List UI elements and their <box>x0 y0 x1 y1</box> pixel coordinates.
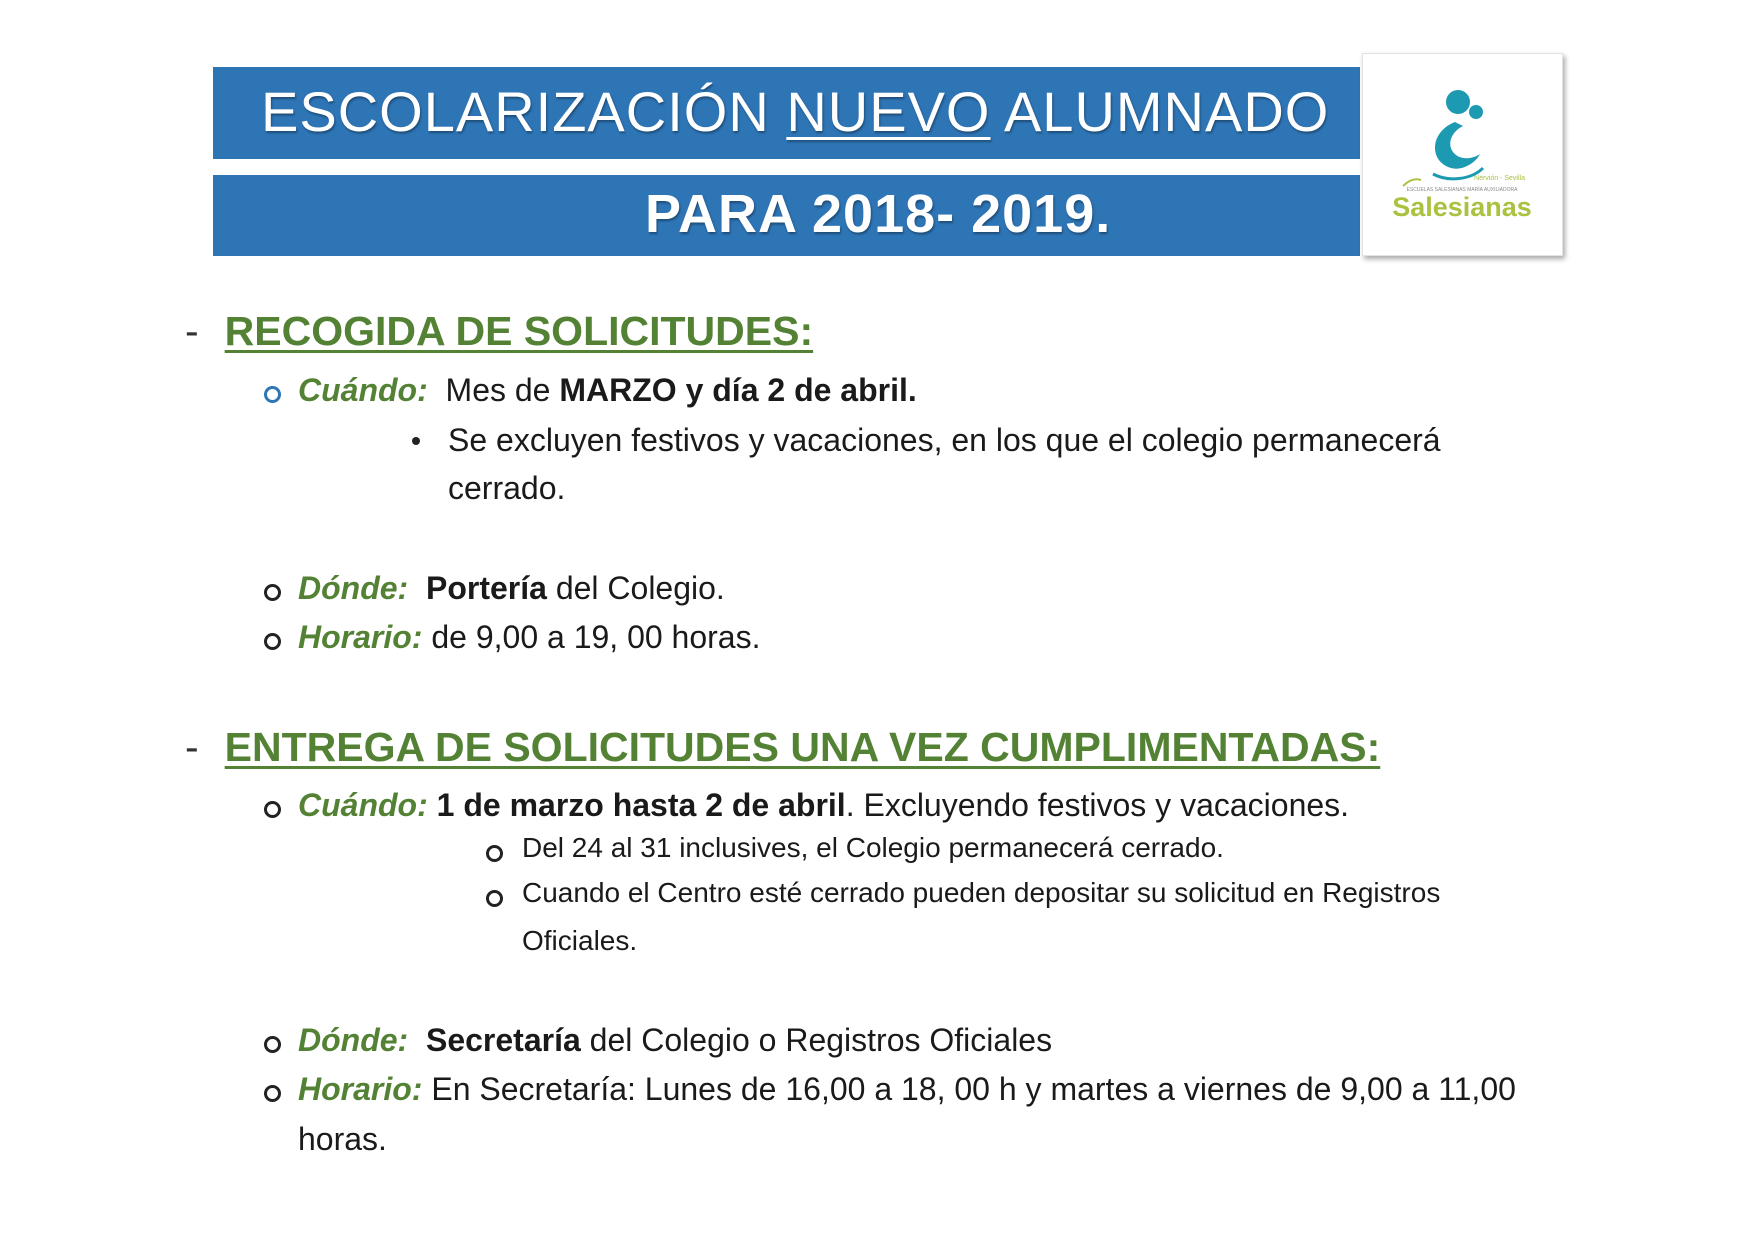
circle-bullet-icon <box>264 633 281 650</box>
recogida-horario: Horario: de 9,00 a 19, 00 horas. <box>298 619 761 655</box>
recogida-donde: Dónde: Portería del Colegio. <box>298 570 725 606</box>
entrega-sub-1: Del 24 al 31 inclusives, el Colegio permanecerá cerrado. <box>522 832 1224 863</box>
salesianas-logo <box>1362 53 1563 256</box>
svg-text:Salesianas: Salesianas <box>1392 192 1532 222</box>
entrega-horario-line-2: horas. <box>298 1121 387 1157</box>
entrega-horario: Horario: En Secretaría: Lunes de 16,00 a 18, 00 h y martes a viernes de 9,00 a 11,00 <box>298 1071 1516 1107</box>
subtitle-banner <box>213 175 1360 256</box>
entrega-donde: Dónde: Secretaría del Colegio o Registros Oficiales <box>298 1022 1053 1058</box>
logo-figure-icon <box>1363 54 1562 255</box>
recogida-note-line-2: cerrado. <box>448 470 566 506</box>
circle-bullet-icon <box>486 845 503 862</box>
circle-bullet-icon <box>264 386 281 403</box>
title-line-2: PARA 2018- 2019. <box>645 184 1112 244</box>
entrega-sub-2-line-2: Oficiales. <box>522 925 638 956</box>
entrega-sub-2-line-1: Cuando el Centro esté cerrado pueden depositar su solicitud en Registros <box>522 877 1441 908</box>
circle-bullet-icon <box>264 801 281 818</box>
circle-bullet-icon <box>486 890 503 907</box>
circle-bullet-icon <box>264 584 281 601</box>
recogida-note-line-1: Se excluyen festivos y vacaciones, en los que el colegio permanecerá <box>448 422 1441 458</box>
recogida-cuando: Cuándo: Mes de MARZO y día 2 de abril. <box>298 372 917 408</box>
circle-bullet-icon <box>264 1036 281 1053</box>
circle-bullet-icon <box>264 1085 281 1102</box>
title-line-1: ESCOLARIZACIÓN NUEVO ALUMNADO <box>261 80 1330 143</box>
section-heading-recogida: - RECOGIDA DE SOLICITUDES: <box>185 308 814 354</box>
dot-bullet-icon <box>412 437 420 445</box>
svg-text:ESCUELAS SALESIANAS MARÍA AUXI: ESCUELAS SALESIANAS MARÍA AUXILIADORA <box>1406 187 1518 193</box>
svg-text:Nervión - Sevilla: Nervión - Sevilla <box>1474 175 1525 182</box>
entrega-cuando: Cuándo: 1 de marzo hasta 2 de abril. Excluyendo festivos y vacaciones. <box>298 787 1350 823</box>
title-banner <box>213 67 1360 159</box>
section-heading-entrega: - ENTREGA DE SOLICITUDES UNA VEZ CUMPLIMENTADAS: <box>185 724 1381 770</box>
